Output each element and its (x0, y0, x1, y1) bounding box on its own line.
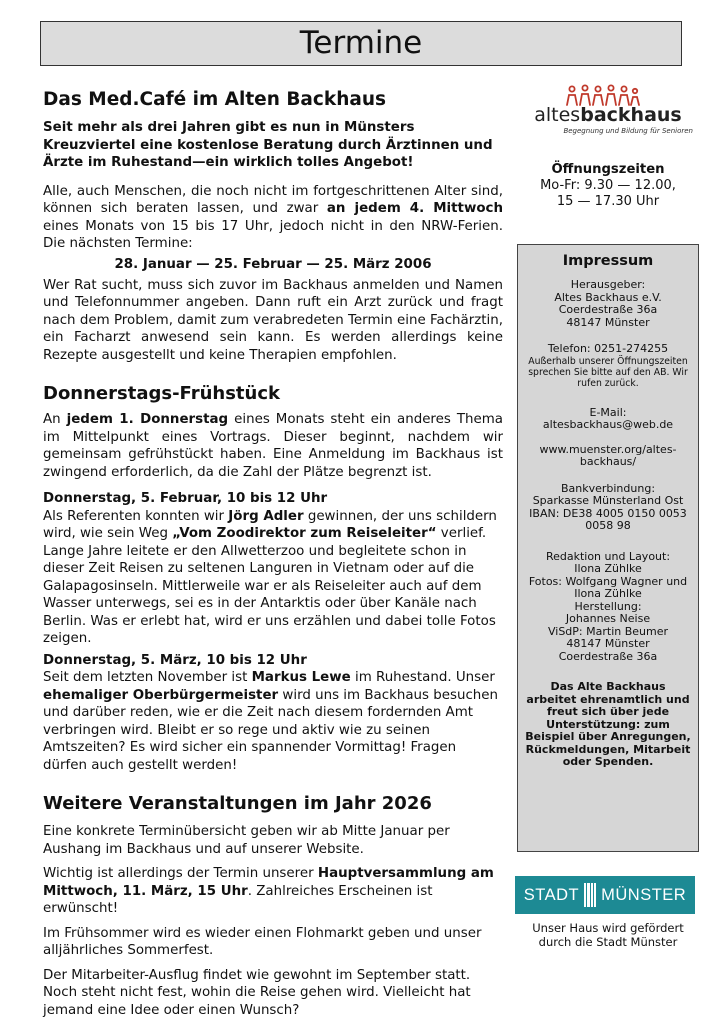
stadt-caption: Unser Haus wird gefördert durch die Stadt Münster (532, 921, 684, 949)
impressum-phone-note: Außerhalb unserer Öffnungszeiten sprechen Sie bitte auf den AB. Wir rufen zurück. (528, 355, 688, 389)
weitere-paragraph-2: Wichtig ist allerdings der Termin unserer Hauptversammlung am Mittwoch, 11. März, 15 Uhr. Zahlreiches Erscheinen ist erwünscht! (43, 866, 494, 916)
weitere-heading: Weitere Veranstaltungen im Jahr 2026 (43, 793, 432, 814)
impressum-website: www.muenster.org/altes-backhaus/ (539, 442, 677, 468)
medcafe-lead: Seit mehr als drei Jahren gibt es nun in Münsters Kreuzviertel eine kostenlose Beratung durch Ärztinnen und Ärzte im Ruhestand—ein wirklich tolles Angebot! (43, 120, 493, 170)
fruehstueck-section (43, 382, 503, 774)
impressum-email: altesbackhaus@web.de (542, 418, 674, 431)
medcafe-paragraph-2: Wer Rat sucht, muss sich zuvor im Backhaus anmelden und Namen und Telefonnummer angeben. Dann ruft ein Arzt zurück und fragt nach dem Problem, damit zum verabredeten Termin eine Fachärztin, ein Facharzt anwesend sein kann. Es werden allerdings keine Rezepte ausgestellt und keine Therapien empfohlen. (43, 277, 503, 363)
event-1-speaker: Jörg Adler (228, 508, 304, 524)
impressum-box: Impressum Herausgeber: Altes Backhaus e.V. Coerdestraße 36a 48147 Münster Telefon: 0251-274255 Außerhalb unserer Öffnungszeiten sprechen Sie bitte auf den AB. Wir rufen zurück. E-Mail: altesbackhaus@web.de www.muenster.org/altes-backhaus/ Bankverbindung: Sparkasse Münsterland Ost IBAN: DE38 4005 0150 0053 0058 98 Redaktion und Layout: Ilona Zühlke Fotos: Wolfgang Wagner und Ilona Zühlke Herstellung: Johannes Neise ViSdP: Martin Beumer 48147 Münster Coerdestraße 36a Das Alte Backhaus arbeitet ehrenamtlich und freut sich über jede Unterstützung: zum Beispiel über Anregungen, Rückmeldungen, Mitarbeit oder Spenden. (517, 244, 699, 852)
city-crest-icon (584, 883, 596, 907)
stadt-muenster-logo: STADT MÜNSTER (515, 876, 695, 914)
hauptversammlung-date: Hauptversammlung am Mittwoch, 11. März, 15 Uhr (43, 866, 494, 899)
medcafe-dates: 28. Januar — 25. Februar — 25. März 2006 (114, 256, 432, 272)
event-2-date: Donnerstag, 5. März, 10 bis 12 Uhr (43, 652, 307, 668)
impressum-appeal: Das Alte Backhaus arbeitet ehrenamtlich und freut sich über jede Unterstützung: zum Beispiel über Anregungen, Rückmeldungen, Mitarbeit oder Spenden. (525, 680, 691, 768)
weitere-section (43, 792, 503, 1019)
page-title: Termine (299, 25, 423, 61)
medcafe-paragraph-1: Alle, auch Menschen, die noch nicht im fortgeschrittenen Alter sind, können sich beraten lassen, und zwar an jedem 4. Mittwoch eines Monats von 15 bis 17 Uhr, jedoch nicht in den NRW-Ferien. Die nächsten Termine: (43, 183, 503, 251)
sidebar (517, 84, 699, 949)
event-1-text: Als Referenten konnten wir Jörg Adler gewinnen, der uns schildern wird, wie sein Weg „Vom Zoodirektor zum Reiseleiter“ verlief. Lange Jahre leitete er den Allwetterzoo und begleitete schon in dieser Zeit Reisen zu seltenen Languren in Vietnam oder auf die Galapagosinseln. Mittlerweile war er als Reiseleiter auch auf dem Wasser unterwegs, sei es in der Antarktis oder über Kanäle nach Berlin. Was er erlebt hat, wird er uns erzählen und dabei tolle Fotos zeigen. (43, 508, 497, 646)
event-2-text: Seit dem letzten November ist Markus Lewe im Ruhestand. Unser ehemaliger Oberbürgermeister wird uns im Backhaus besuchen und darüber reden, wie er die Zeit nach diesem fordernden Amt verbringen wird. Bleibt er so rege und aktiv wie zu seinen Amtszeiten? Es wird sicher ein spannender Vormittag! Fragen dürfen auch gestellt werden! (43, 670, 499, 773)
impressum-title: Impressum (562, 253, 654, 269)
altes-backhaus-logo (517, 84, 699, 136)
opening-hours (517, 162, 699, 210)
medcafe-heading: Das Med.Café im Alten Backhaus (43, 89, 387, 110)
weitere-paragraph-3: Im Frühsommer wird es wieder einen Flohmarkt geben und unser alljährliches Sommerfest. (43, 925, 482, 958)
medcafe-section (43, 88, 503, 364)
impressum-iban: IBAN: DE38 4005 0150 0053 0058 98 (529, 506, 687, 532)
main-column (43, 88, 503, 1019)
opening-hours-line-2: 15 — 17.30 Uhr (556, 194, 660, 209)
impressum-phone: Telefon: 0251-274255 (547, 342, 669, 355)
fruehstueck-heading: Donnerstags-Frühstück (43, 383, 280, 404)
weitere-paragraph-4: Der Mitarbeiter-Ausflug findet wie gewohnt im September statt. Noch steht nicht fest, wohin die Reise gehen wird. Vielleicht hat jemand eine Idee oder einen Wunsch? (43, 967, 471, 1018)
event-1-topic: „Vom Zoodirektor zum Reiseleiter“ (172, 526, 437, 541)
page-banner (40, 21, 682, 66)
event-1-date: Donnerstag, 5. Februar, 10 bis 12 Uhr (43, 491, 328, 506)
medcafe-schedule: an jedem 4. Mittwoch (326, 201, 503, 216)
logo-tagline: Begegnung und Bildung für Senioren (563, 127, 693, 135)
fruehstueck-intro: An jedem 1. Donnerstag eines Monats steht ein anderes Thema im Mittelpunkt eines Vortrags. Dieser beginnt, nachdem wir gemeinsam gefrühstückt haben. Eine Anmeldung im Backhaus ist zwingend erforderlich, da die Zahl der Plätze begrenzt ist. (43, 412, 503, 480)
opening-hours-title: Öffnungszeiten (551, 162, 665, 177)
people-group-icon (563, 84, 641, 106)
logo-wordmark: altesbackhaus (534, 104, 682, 126)
event-2-speaker: Markus Lewe (251, 670, 351, 685)
weitere-paragraph-1: Eine konkrete Terminübersicht geben wir ab Mitte Januar per Aushang im Backhaus und auf unserer Website. (43, 824, 450, 857)
opening-hours-line-1: Mo-Fr: 9.30 — 12.00, (540, 178, 676, 193)
